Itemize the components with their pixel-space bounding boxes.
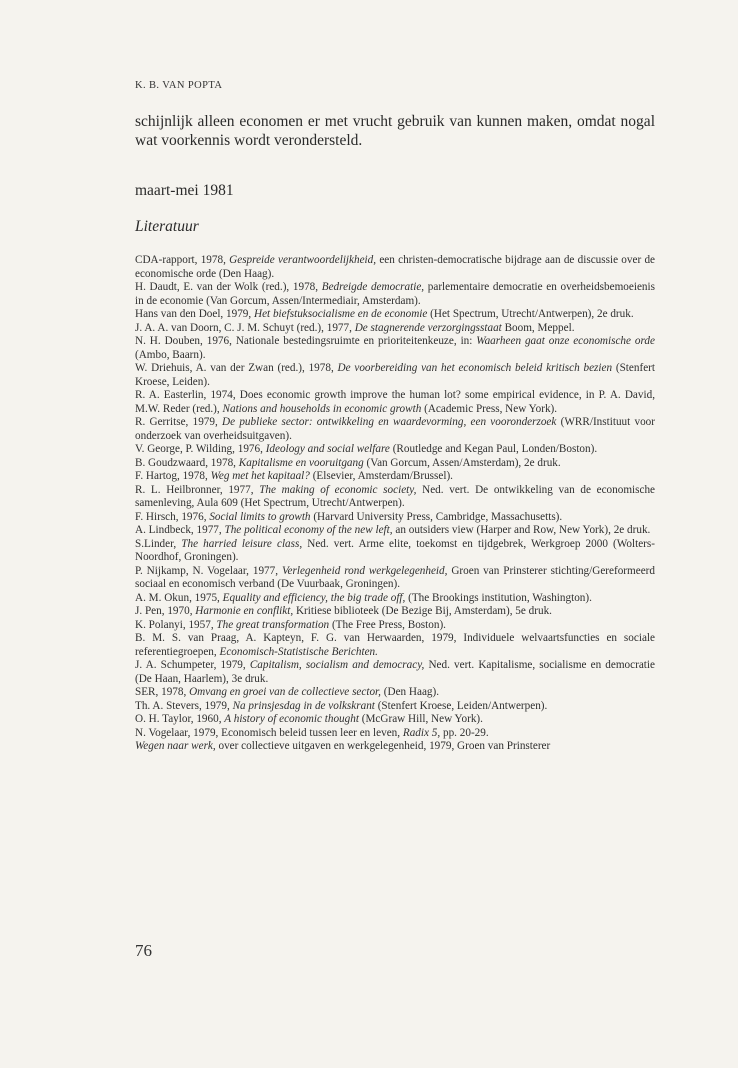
page-number: 76 <box>135 941 152 960</box>
reference-text: (Stenfert Kroese, Leiden). <box>135 362 655 388</box>
reference-entry <box>135 700 655 714</box>
reference-text: Th. A. Stevers, 1979, <box>135 699 233 712</box>
reference-text: (Routledge and Kegan Paul, Londen/Boston). <box>389 443 598 455</box>
reference-entry <box>135 443 655 457</box>
reference-text: (Ambo, Baarn). <box>135 348 206 361</box>
reference-title: Gespreide verantwoordelijkheid, <box>229 254 377 266</box>
reference-entry <box>135 686 655 700</box>
reference-entry <box>135 619 655 633</box>
reference-text: (McGraw Hill, New York). <box>358 713 483 725</box>
reference-text: parlementaire democratie en overheidsbemoeienis in de economie (Van Gorcum, Assen/Intermediair, Amsterdam). <box>135 281 655 307</box>
reference-text: Ned. vert. Kapitalisme, socialisme en democratie (De Haan, Haarlem), 3e druk. <box>135 659 655 685</box>
reference-text: (Elsevier, Amsterdam/Brussel). <box>309 470 453 482</box>
reference-title: Na prinsjesdag in de volkskrant <box>232 699 375 712</box>
reference-title: Bedreigde democratie, <box>321 281 425 293</box>
reference-title: Kapitalisme en vooruitgang <box>238 456 364 469</box>
reference-text: (Het Spectrum, Utrecht/Antwerpen), 2e druk. <box>427 308 634 320</box>
reference-text: K. Polanyi, 1957, <box>135 618 217 631</box>
reference-title: Capitalism, socialism and democracy, <box>249 659 425 671</box>
intro-paragraph: schijnlijk alleen economen er met vrucht gebruik van kunnen maken, omdat nogal wat voorkennis wordt verondersteld. <box>135 113 655 149</box>
reference-list <box>135 254 655 754</box>
reference-entry <box>135 740 655 754</box>
reference-title: Het biefstuksocialisme en de economie <box>254 308 428 320</box>
reference-title: The making of economic society, <box>259 483 417 496</box>
reference-title: A history of economic thought <box>224 713 359 725</box>
reference-text: B. Goudzwaard, 1978, <box>135 456 239 469</box>
reference-title: Nations and households in economic growth <box>222 402 422 415</box>
reference-text: Groen van Prinsterer stichting/Gereformeerd sociaal en economisch verband (De Vuurbaak, Groningen). <box>135 564 655 590</box>
reference-title: Wegen naar werk, <box>135 740 216 752</box>
reference-title: Omvang en groei van de collectieve sector, <box>189 686 381 698</box>
reference-entry <box>135 727 655 741</box>
reference-text: (Van Gorcum, Assen/Amsterdam), 2e druk. <box>363 456 561 469</box>
reference-text: (Stenfert Kroese, Leiden/Antwerpen). <box>374 699 548 712</box>
reference-title: Economisch-Statistische Berichten. <box>219 645 378 658</box>
section-title-literatuur: Literatuur <box>135 218 199 235</box>
reference-entry <box>135 457 655 471</box>
reference-title: De stagnerende verzorgingsstaat <box>354 321 502 334</box>
reference-entry <box>135 524 655 538</box>
reference-text: an outsiders view (Harper and Row, New York), 2e druk. <box>392 524 651 536</box>
reference-text: A. Lindbeck, 1977, <box>135 524 225 536</box>
reference-entry <box>135 511 655 525</box>
reference-entry <box>135 335 655 362</box>
reference-entry <box>135 416 655 443</box>
reference-entry <box>135 322 655 336</box>
reference-text: pp. 20-29. <box>440 726 489 739</box>
reference-entry <box>135 389 655 416</box>
reference-text: (The Free Press, Boston). <box>329 618 446 631</box>
reference-entry <box>135 713 655 727</box>
reference-text: SER, 1978, <box>135 686 190 698</box>
reference-title: The political economy of the new left, <box>224 524 393 536</box>
reference-text: N. Vogelaar, 1979, Economisch beleid tussen leer en leven, <box>135 726 403 739</box>
reference-title: Weg met het kapitaal? <box>210 470 310 482</box>
running-head: K. B. VAN POPTA <box>135 80 223 91</box>
reference-text: (Harvard University Press, Cambridge, Massachusetts). <box>310 510 563 523</box>
reference-entry <box>135 484 655 511</box>
reference-text: J. Pen, 1970, <box>135 605 196 617</box>
reference-text: Ned. vert. De ontwikkeling van de economische samenleving, Aula 609 (Het Spectrum, Utrecht/Antwerpen). <box>135 483 656 509</box>
reference-text: S.Linder, <box>135 537 182 550</box>
reference-text: F. Hirsch, 1976, <box>135 510 210 523</box>
reference-text: Hans van den Doel, 1979, <box>135 308 254 320</box>
reference-title: Verlegenheid rond werkgelegenheid, <box>281 564 448 577</box>
reference-text: R. Gerritse, 1979, <box>135 416 223 428</box>
reference-title: Ideology and social welfare <box>265 443 390 455</box>
reference-text: een christen-democratische bijdrage aan de discussie over de economische orde (Den Haag). <box>135 254 655 280</box>
reference-text: V. George, P. Wilding, 1976, <box>135 443 266 455</box>
reference-entry <box>135 632 655 659</box>
reference-title: Harmonie en conflikt, <box>195 605 294 617</box>
reference-text: over collectieve uitgaven en werkgelegenheid, 1979, Groen van Prinsterer <box>215 740 551 752</box>
reference-text: R. A. Easterlin, 1974, Does economic growth improve the human lot? some empirical evidence, in P. A. David, M.W. Reder (red.), <box>135 389 655 415</box>
reference-text: B. M. S. van Praag, A. Kapteyn, F. G. van Herwaarden, 1979, Individuele welvaartsfuncties en sociale referentiegroepen, <box>135 632 655 658</box>
reference-text: P. Nijkamp, N. Vogelaar, 1977, <box>135 564 282 577</box>
reference-text: F. Hartog, 1978, <box>135 470 211 482</box>
reference-entry <box>135 362 655 389</box>
reference-entry <box>135 281 655 308</box>
reference-entry <box>135 538 655 565</box>
reference-entry <box>135 308 655 322</box>
reference-text: W. Driehuis, A. van der Zwan (red.), 1978, <box>135 362 338 374</box>
reference-title: De publieke sector: ontwikkeling en waardevorming, een vooronderzoek <box>222 416 557 428</box>
reference-text: O. H. Taylor, 1960, <box>135 713 225 725</box>
reference-text: J. A. A. van Doorn, C. J. M. Schuyt (red.), 1977, <box>135 321 355 334</box>
reference-title: Social limits to growth <box>209 510 311 523</box>
reference-text: (The Brookings institution, Washington). <box>405 591 592 604</box>
reference-text: (Den Haag). <box>380 686 440 698</box>
reference-text: CDA-rapport, 1978, <box>135 254 230 266</box>
reference-text: R. L. Heilbronner, 1977, <box>135 483 260 496</box>
reference-entry <box>135 605 655 619</box>
reference-entry <box>135 592 655 606</box>
reference-entry <box>135 565 655 592</box>
reference-text: H. Daudt, E. van der Wolk (red.), 1978, <box>135 281 322 293</box>
reference-title: Equality and efficiency, the big trade off, <box>222 591 406 604</box>
reference-title: Waarheen gaat onze economische orde <box>476 335 655 347</box>
reference-text: Boom, Meppel. <box>501 321 575 334</box>
reference-text: N. H. Douben, 1976, Nationale bestedingsruimte en prioriteitenkeuze, in: <box>135 335 477 347</box>
date-line: maart-mei 1981 <box>135 182 234 199</box>
reference-text: J. A. Schumpeter, 1979, <box>135 659 250 671</box>
reference-entry <box>135 659 655 686</box>
reference-entry <box>135 470 655 484</box>
reference-text: (WRR/Instituut voor onderzoek van overheidsuitgaven). <box>135 416 656 442</box>
reference-text: Ned. vert. Arme elite, toekomst en tijdgebrek, Werkgroep 2000 (Wolters-Noordhof, Groningen). <box>135 537 655 563</box>
reference-title: Radix 5, <box>402 726 441 739</box>
reference-title: The great transformation <box>216 618 330 631</box>
reference-entry <box>135 254 655 281</box>
reference-text: A. M. Okun, 1975, <box>135 591 223 604</box>
reference-text: Kritiese biblioteek (De Bezige Bij, Amsterdam), 5e druk. <box>293 605 552 617</box>
reference-title: De voorbereiding van het economisch beleid kritisch bezien <box>337 362 613 374</box>
reference-title: The harried leisure class, <box>181 537 303 550</box>
reference-text: (Academic Press, New York). <box>421 402 558 415</box>
